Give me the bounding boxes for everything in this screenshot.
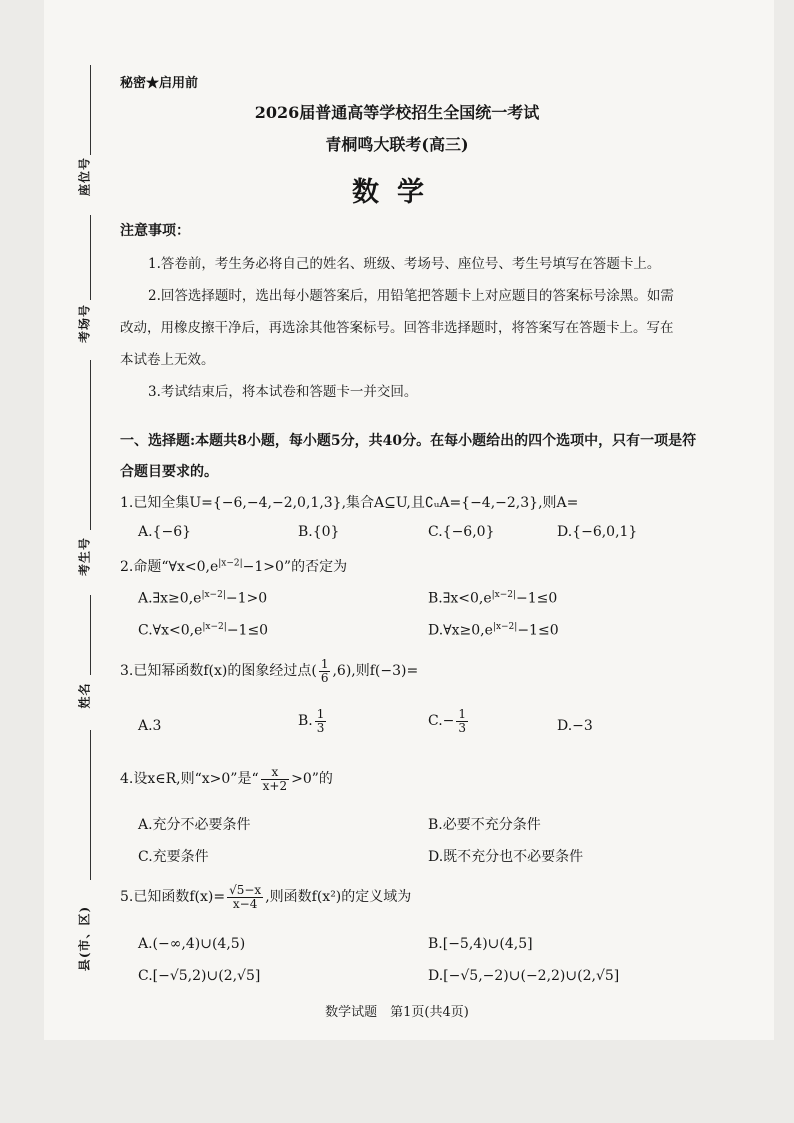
question-1-stem: 1.已知全集U={−6,−4,−2,0,1,3},集合A⊆U,且∁ᵤA={−4,−2,3},则A= (120, 495, 579, 511)
question-2-option-a: $A.\exists x\ge 0,e^{|x-2|}-1>0$ (138, 590, 268, 607)
section-heading-cont: 合题目要求的。 (120, 464, 218, 480)
notice-item-3: 3.考试结束后，将本试卷和答题卡一并交回。 (148, 384, 418, 400)
binding-line (90, 360, 91, 530)
question-4-option-b: B.必要不充分条件 (428, 817, 541, 833)
notice-heading: 注意事项： (120, 223, 190, 239)
side-label-room: 考场号 (77, 304, 92, 344)
page-footer: 数学试题 第1页(共4页) (325, 1005, 469, 1020)
subject-title: 数学 (352, 177, 442, 208)
notice-item-2-line-1: 2.回答选择题时，选出每小题答案后，用铅笔把答题卡上对应题目的答案标号涂黑。如需 (148, 288, 674, 304)
question-2-option-b: $B.\exists x<0,e^{|x-2|}-1\le 0$ (428, 590, 558, 607)
question-5-option-a: A.(−∞,4)∪(4,5) (138, 936, 246, 952)
question-5-option-c: C.[−√5,2)∪(2,√5] (138, 968, 261, 984)
binding-line (90, 730, 91, 880)
side-label-examinee: 考生号 (77, 537, 92, 577)
question-5-stem: 5.已知函数f(x)= $\frac{√5-x}{x-4}$ ,则函数f(x²)的定义域为 (120, 883, 412, 911)
binding-line (90, 215, 91, 300)
question-5-option-b: B.[−5,4)∪(4,5] (428, 936, 533, 952)
question-4-option-c: C.充要条件 (138, 849, 209, 865)
side-label-seat: 座位号 (77, 157, 92, 197)
question-1-option-c: C.{−6,0} (428, 524, 495, 540)
question-4-stem: 4.设x∈R,则“x>0”是“ $\frac{x}{x+2}$ >0”的 (120, 765, 333, 793)
question-4-option-a: A.充分不必要条件 (138, 817, 251, 833)
question-4-option-d: D.既不充分也不必要条件 (428, 849, 584, 865)
question-3-stem: 3.已知幂函数f(x)的图象经过点( $\frac{1}{6}$ ,6),则f(−3)= (120, 657, 419, 685)
question-1-option-b: B.{0} (298, 524, 340, 540)
confidential-mark: 秘密★启用前 (120, 76, 199, 91)
question-3-option-c: C.− $\frac{1}{3}$ (428, 707, 467, 735)
question-2-stem: 2.命题“$\forall x<0,e^{|x-2|}-1>0$”的否定为 (120, 558, 348, 575)
question-2-option-c: $C.\forall x<0,e^{|x-2|}-1\le 0$ (138, 622, 269, 639)
binding-line (90, 595, 91, 675)
question-3-option-b: B. $\frac{1}{3}$ (298, 707, 325, 735)
exam-subtitle: 青桐鸣大联考(高三) (325, 135, 469, 154)
section-heading: 一、选择题:本题共8小题，每小题5分，共40分。在每小题给出的四个选项中，只有一项是符 (120, 433, 697, 449)
question-2-option-d: $D.\forall x\ge 0,e^{|x-2|}-1\le 0$ (428, 622, 559, 639)
exam-title: 2026届普通高等学校招生全国统一考试 (254, 103, 540, 122)
notice-item-1: 1.答卷前，考生务必将自己的姓名、班级、考场号、座位号、考生号填写在答题卡上。 (148, 256, 661, 272)
question-1-option-a: A.{−6} (138, 524, 192, 540)
notice-item-2-line-2: 改动，用橡皮擦干净后，再选涂其他答案标号。回答非选择题时，将答案写在答题卡上。写在 (120, 320, 674, 336)
side-label-name: 姓名 (77, 682, 92, 709)
fraction: $\frac{1}{6}$ (320, 657, 329, 685)
question-3-option-a: A.3 (138, 718, 162, 734)
side-label-county: 县(市、区) (77, 905, 92, 972)
question-1-option-d: D.{−6,0,1} (557, 524, 638, 540)
notice-item-2-line-3: 本试卷上无效。 (120, 352, 215, 368)
question-5-option-d: D.[−√5,−2)∪(−2,2)∪(2,√5] (428, 968, 620, 984)
question-3-option-d: D.−3 (557, 718, 593, 734)
